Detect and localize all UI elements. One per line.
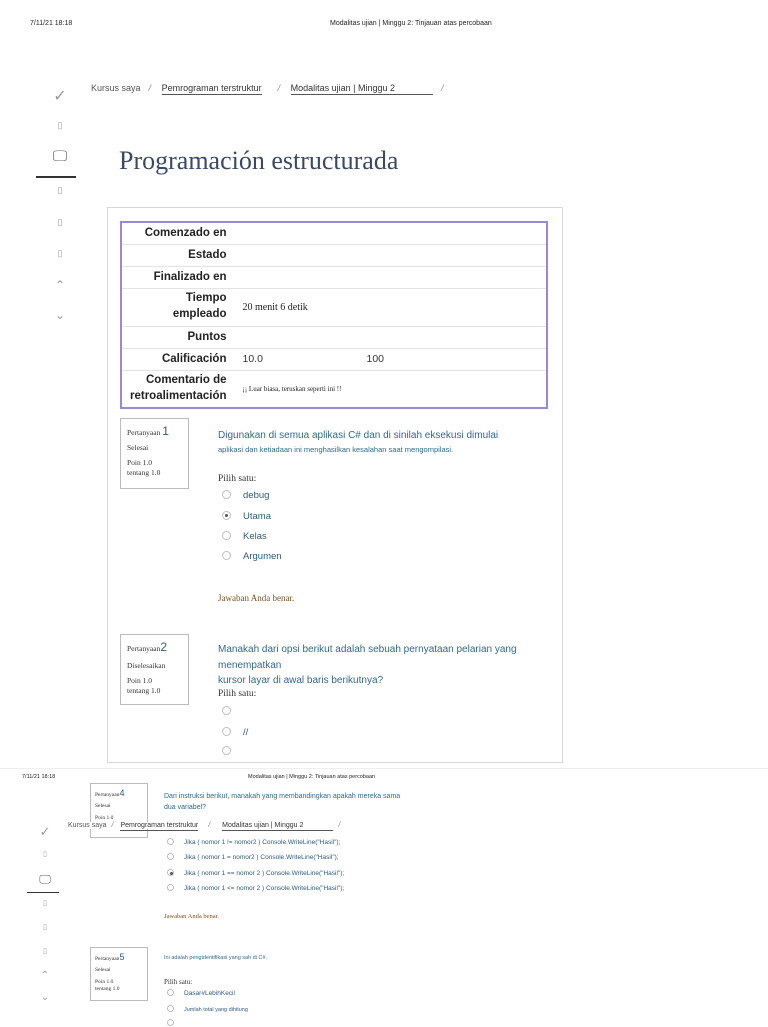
- grade-value: 10.0: [242, 353, 263, 365]
- choose-one-label: Pilih satu:: [164, 978, 193, 986]
- chevron-down-icon[interactable]: ⌄: [40, 992, 50, 1003]
- check-icon[interactable]: ✓: [53, 88, 67, 105]
- breadcrumb-home[interactable]: Kursus saya: [68, 822, 107, 829]
- print-datetime: 7/11/21 18:18: [22, 774, 56, 780]
- radio-button[interactable]: [222, 490, 231, 499]
- answer-option[interactable]: [222, 746, 243, 757]
- answer-option[interactable]: Jika ( nomor 1 == nomor 2 ) Console.WriteLine("Hasil");: [167, 869, 344, 877]
- answer-option[interactable]: Jika ( nomor 1 <= nomor 2 ) Console.WriteLine("Hasil");: [167, 884, 344, 892]
- nav-active-underline: [36, 176, 76, 178]
- answer-option[interactable]: Kelas: [222, 531, 267, 542]
- answer-option[interactable]: debug: [222, 490, 269, 501]
- choose-one-label: Pilih satu:: [218, 689, 257, 699]
- nav-icon-1[interactable]: ▯: [43, 851, 47, 858]
- radio-button[interactable]: [167, 838, 174, 845]
- question-status: Selesai: [95, 967, 111, 974]
- nav-icon-3[interactable]: ▯: [57, 217, 63, 227]
- nav-icon-4[interactable]: ▯: [43, 948, 47, 955]
- radio-button-selected[interactable]: [167, 869, 174, 876]
- chevron-down-icon[interactable]: ⌄: [54, 308, 66, 322]
- answer-option[interactable]: Jumlah total yang dihitung: [167, 1005, 248, 1013]
- page-title: Programación estructurada: [119, 146, 399, 175]
- answer-option[interactable]: [167, 1019, 184, 1027]
- radio-button-selected[interactable]: [222, 511, 231, 520]
- summary-row: Estado: [121, 244, 547, 266]
- question-info-4: Pertanyaan4 Selesai Poin 1.0: [90, 783, 148, 838]
- question-text-5: Ini adalah pengidentifikasi yang sah di C#.: [164, 955, 268, 961]
- summary-row: Finalizado en: [121, 266, 547, 288]
- question-status: Diselesaikan: [127, 661, 166, 671]
- attempt-summary-table: [120, 221, 548, 409]
- monitor-icon[interactable]: 🖵: [52, 148, 68, 165]
- summary-row: Comentario de retroalimentación ¡¡ Luar biasa, teruskan seperti ini !!: [121, 370, 547, 408]
- answer-option[interactable]: [222, 706, 243, 717]
- answer-feedback: Jawaban Anda benar.: [164, 913, 220, 920]
- answer-option[interactable]: //: [222, 727, 248, 738]
- radio-button[interactable]: [222, 746, 231, 755]
- breadcrumb-course[interactable]: Pemrograman terstruktur: [161, 83, 262, 93]
- answer-feedback: Jawaban Anda benar.: [218, 593, 295, 603]
- summary-row: Comenzado en: [121, 222, 547, 244]
- nav-icon-3[interactable]: ▯: [43, 924, 47, 931]
- question-status: Selesai: [95, 803, 111, 810]
- print-doc-title: Modalitas ujian | Minggu 2: Tinjauan atas percobaan: [248, 774, 376, 780]
- radio-button[interactable]: [222, 706, 231, 715]
- breadcrumb-quiz[interactable]: Modalitas ujian | Minggu 2: [222, 822, 333, 831]
- chevron-up-icon[interactable]: ⌃: [40, 970, 50, 981]
- question-number: 5: [119, 952, 125, 962]
- nav-icon-4[interactable]: ▯: [57, 248, 63, 258]
- question-info-5: Pertanyaan5 Selesai Poin 1.0 tentang 1.0: [90, 947, 148, 1001]
- print-datetime: 7/11/21 18:18: [30, 20, 73, 27]
- print-doc-title: Modalitas ujian | Minggu 2: Tinjauan atas percobaan: [330, 20, 492, 27]
- answer-option[interactable]: Utama: [222, 511, 271, 522]
- answer-option[interactable]: Jika ( nomor 1 = nomor2 ) Console.WriteLine("Hasil");: [167, 853, 339, 861]
- radio-button[interactable]: [222, 551, 231, 560]
- nav-icon-2[interactable]: ▯: [43, 900, 47, 907]
- question-text-2: Manakah dari opsi berikut adalah sebuah pernyataan pelarian yang menempatkan kursor layar di awal baris berikutnya?: [218, 644, 517, 686]
- radio-button[interactable]: [167, 1005, 174, 1012]
- question-number: 2: [160, 640, 168, 654]
- question-number: 1: [162, 424, 169, 438]
- question-text-1: Digunakan di semua aplikasi C# dan di sinilah eksekusi dimulai aplikasi dan ketiadaan ini menghasilkan kesalahan saat mengompilasi.: [218, 430, 499, 454]
- breadcrumb-course[interactable]: Pemrograman terstruktur: [120, 822, 199, 829]
- monitor-icon[interactable]: 🖵: [39, 872, 51, 886]
- grade-max: 100: [366, 353, 385, 365]
- nav-icon-1[interactable]: ▯: [57, 120, 63, 130]
- nav-icon-2[interactable]: ▯: [57, 185, 63, 195]
- radio-button[interactable]: [167, 853, 174, 860]
- answer-option[interactable]: Dasar#LebihKecil: [167, 989, 235, 997]
- choose-one-label: Pilih satu:: [218, 474, 257, 484]
- breadcrumb: Kursus saya / Pemrograman terstruktur / Modalitas ujian | Minggu 2 /: [91, 83, 444, 93]
- question-number: 4: [119, 788, 125, 798]
- check-icon[interactable]: ✓: [39, 824, 51, 839]
- radio-button[interactable]: [222, 727, 231, 736]
- chevron-up-icon[interactable]: ⌃: [54, 278, 66, 292]
- breadcrumb: Kursus saya / Pemrograman terstruktur / Modalitas ujian | Minggu 2 /: [68, 822, 345, 829]
- radio-button[interactable]: [222, 531, 231, 540]
- summary-row: Tiempo empleado 20 menit 6 detik: [121, 288, 547, 326]
- question-status: Selesai: [127, 443, 149, 453]
- radio-button[interactable]: [167, 989, 174, 996]
- page-break: [0, 768, 768, 769]
- feedback-comment: ¡¡ Luar biasa, teruskan seperti ini !!: [235, 370, 548, 408]
- nav-active-underline: [27, 892, 59, 893]
- question-info-2: Pertanyaan2 Diselesaikan Poin 1.0 tentang 1.0: [120, 634, 189, 705]
- question-text-4: Dari instruksi berikut, manakah yang membandingkan apakah mereka sama dua variabel?: [164, 793, 401, 812]
- radio-button[interactable]: [167, 1019, 174, 1026]
- summary-row: Puntos: [121, 326, 547, 348]
- question-info-1: Pertanyaan 1 Selesai Poin 1.0 tentang 1.0: [120, 418, 189, 489]
- breadcrumb-home[interactable]: Kursus saya: [91, 83, 141, 93]
- answer-option[interactable]: Argumen: [222, 551, 282, 562]
- summary-row: Calificación 10.0 100: [121, 348, 547, 370]
- breadcrumb-quiz[interactable]: Modalitas ujian | Minggu 2: [291, 83, 433, 95]
- radio-button[interactable]: [167, 884, 174, 891]
- answer-option[interactable]: Jika ( nomor 1 != nomor2 ) Console.WriteLine("Hasil");: [167, 838, 340, 846]
